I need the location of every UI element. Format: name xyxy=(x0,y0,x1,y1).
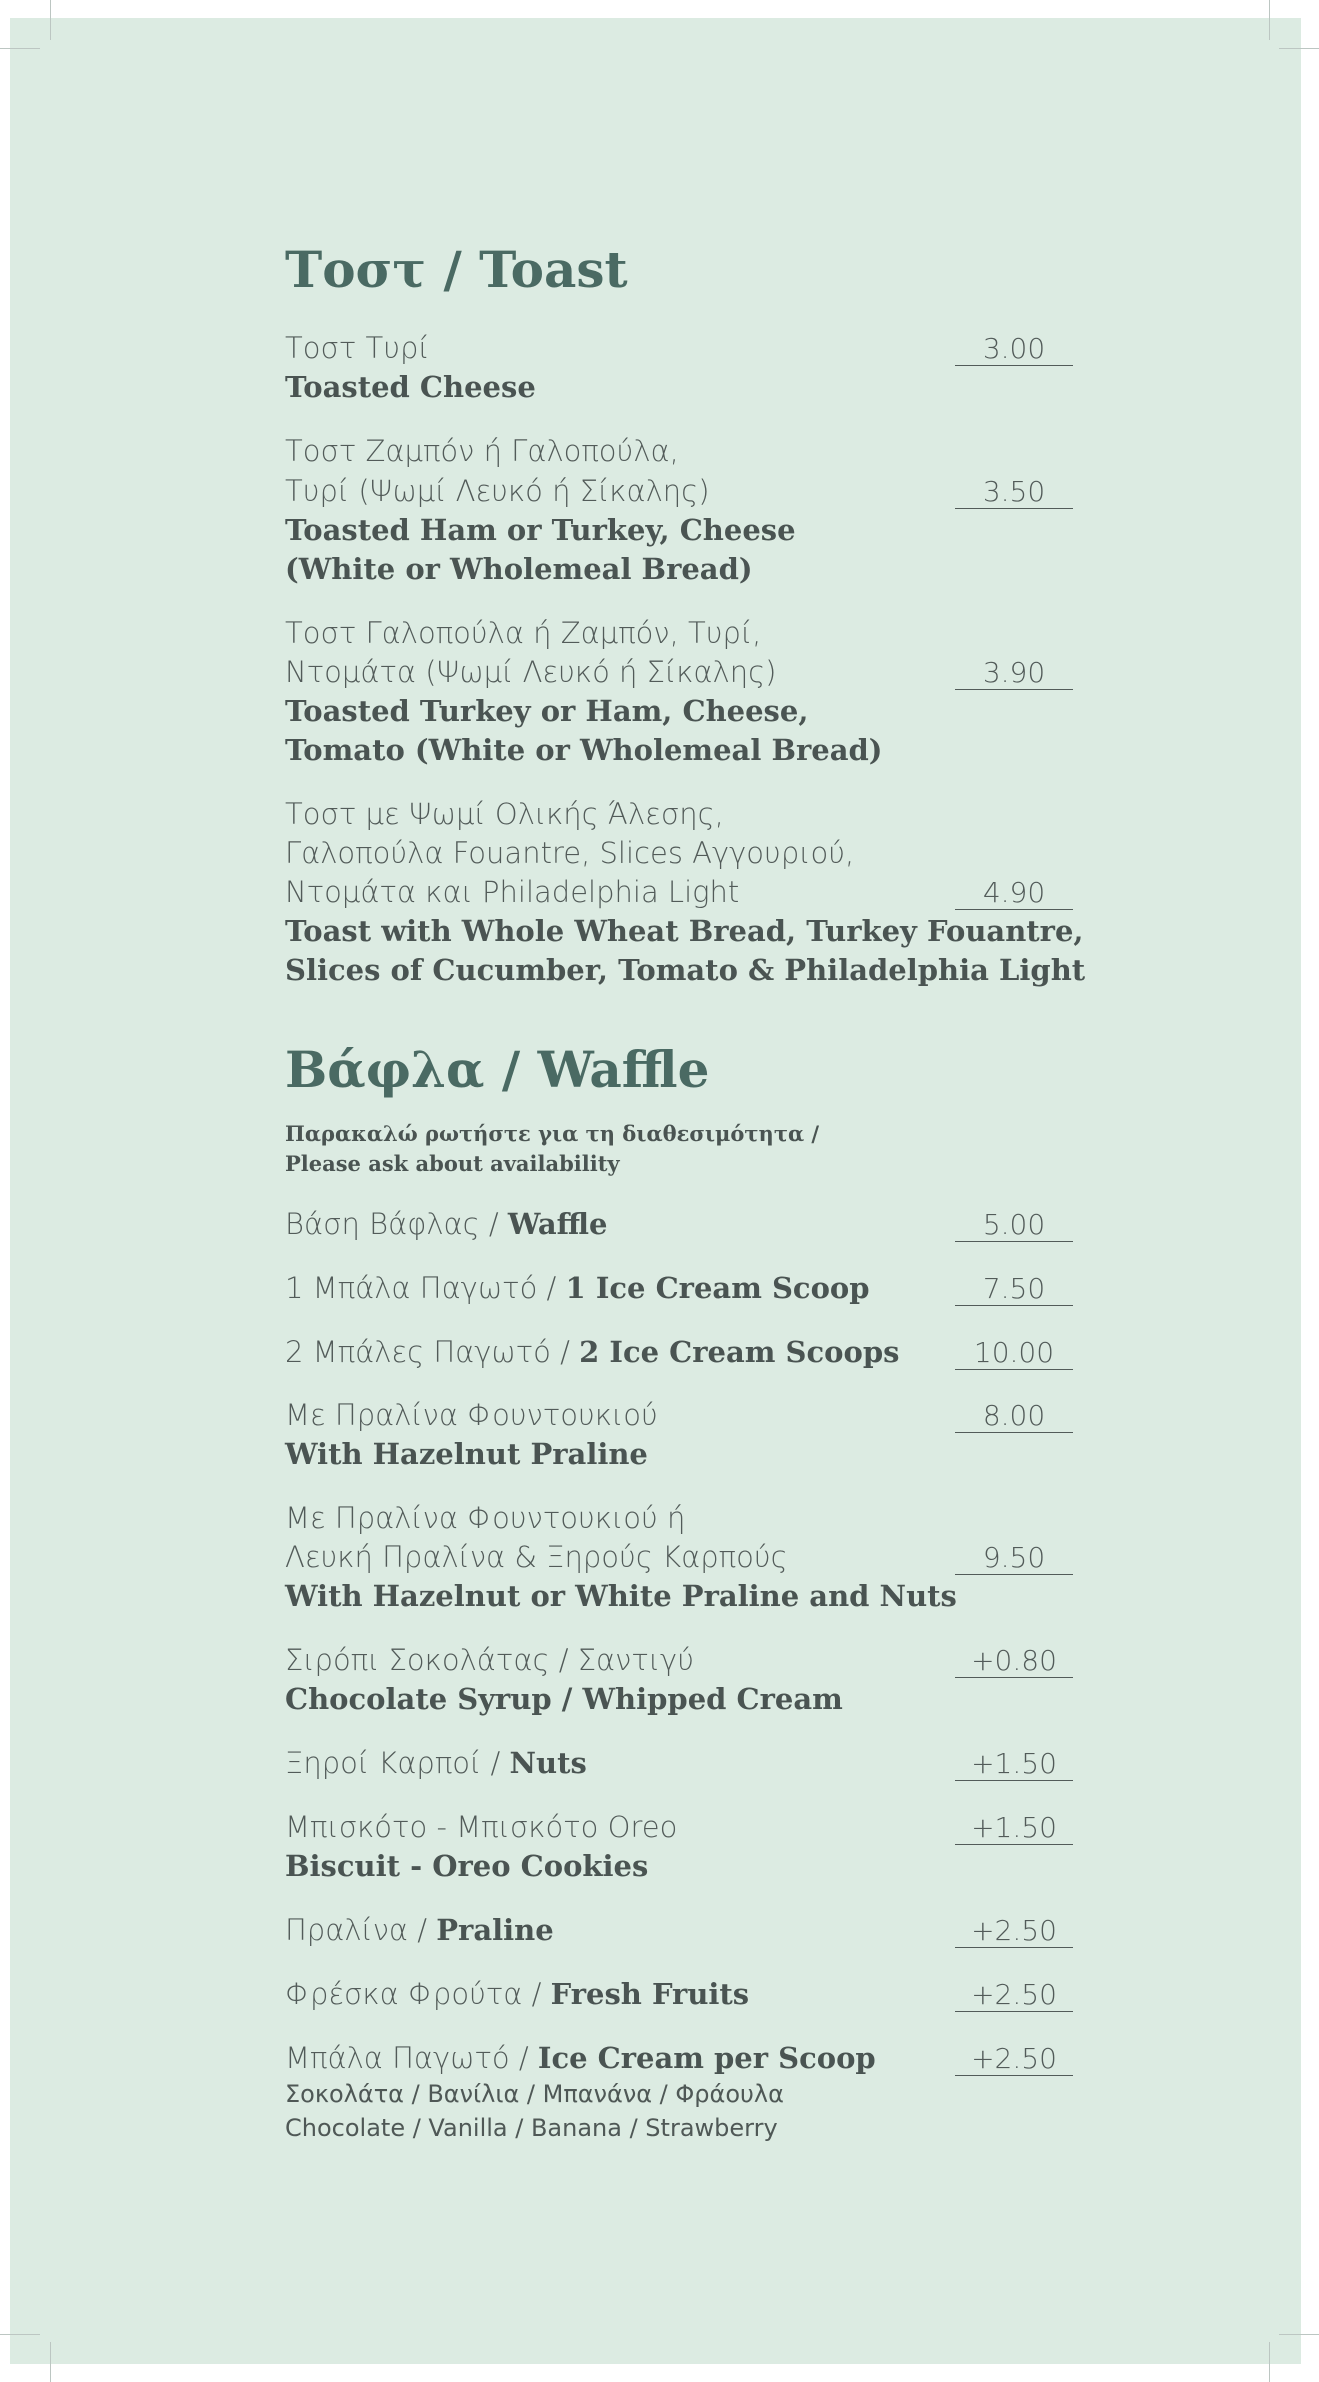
waffle-item-5-greek-line2: Λευκή Πραλίνα & Ξηρούς Καρπούς xyxy=(285,1540,788,1574)
waffle-item-3 xyxy=(285,1335,899,1369)
waffle-item-9-english: Praline xyxy=(436,1913,554,1947)
waffle-item-10 xyxy=(285,1977,749,2011)
toast-item-3-greek-line2: Ντομάτα (Ψωμί Λευκό ή Σίκαλης) xyxy=(285,655,777,689)
crop-mark-bottom-left-h xyxy=(0,2334,40,2335)
waffle-item-4-greek: Με Πραλίνα Φουντουκιού xyxy=(285,1398,658,1432)
waffle-item-8-price: +1.50 xyxy=(955,1812,1073,1845)
toast-item-2-english-line1: Toasted Ham or Turkey, Cheese xyxy=(285,513,796,547)
waffle-item-3-greek: 2 Μπάλες Παγωτό / xyxy=(285,1335,570,1369)
crop-mark-bottom-right-h xyxy=(1279,2334,1319,2335)
waffle-item-6-greek: Σιρόπι Σοκολάτας / Σαντιγύ xyxy=(285,1643,694,1677)
waffle-item-4-english: With Hazelnut Praline xyxy=(285,1437,648,1471)
waffle-item-3-english: 2 Ice Cream Scoops xyxy=(579,1335,900,1369)
toast-section-title: Τοστ / Toast xyxy=(285,240,628,299)
toast-item-2-greek-line2: Τυρί (Ψωμί Λευκό ή Σίκαλης) xyxy=(285,474,710,508)
toast-item-1-price: 3.00 xyxy=(955,333,1073,366)
waffle-item-9-greek: Πραλίνα / xyxy=(285,1913,428,1947)
toast-item-2-english-line2: (White or Wholemeal Bread) xyxy=(285,552,753,586)
crop-mark-bottom-right-v xyxy=(1269,2342,1270,2382)
waffle-item-1 xyxy=(285,1207,608,1241)
waffle-item-10-english: Fresh Fruits xyxy=(550,1977,750,2011)
crop-mark-top-left-v xyxy=(50,0,51,40)
waffle-item-11-english: Ice Cream per Scoop xyxy=(537,2041,876,2075)
toast-item-1-english: Toasted Cheese xyxy=(285,370,536,404)
waffle-item-2-english: 1 Ice Cream Scoop xyxy=(565,1271,870,1305)
waffle-item-9 xyxy=(285,1913,554,1947)
toast-item-3-greek-line1: Τοστ Γαλοπούλα ή Ζαμπόν, Τυρί, xyxy=(285,616,762,650)
waffle-item-6-price: +0.80 xyxy=(955,1645,1073,1678)
toast-item-2-greek-line1: Τοστ Ζαμπόν ή Γαλοπούλα, xyxy=(285,434,679,468)
toast-item-4-english-line1: Toast with Whole Wheat Bread, Turkey Fouantre, xyxy=(285,914,1084,948)
waffle-availability-note-greek: Παρακαλώ ρωτήστε για τη διαθεσιμότητα / xyxy=(285,1121,820,1146)
waffle-item-7-greek: Ξηροί Καρποί / xyxy=(285,1746,501,1780)
toast-item-4-greek-line1: Τοστ με Ψωμί Ολικής Άλεσης, xyxy=(285,797,724,831)
waffle-item-2 xyxy=(285,1271,870,1305)
waffle-availability-note-english: Please ask about availability xyxy=(285,1151,620,1176)
waffle-item-9-price: +2.50 xyxy=(955,1915,1073,1948)
toast-item-3-english-line2: Tomato (White or Wholemeal Bread) xyxy=(285,733,883,767)
waffle-item-11-flavors-greek: Σοκολάτα / Βανίλια / Μπανάνα / Φράουλα xyxy=(285,2080,784,2108)
waffle-item-5-english: With Hazelnut or White Praline and Nuts xyxy=(285,1579,957,1613)
waffle-item-2-greek: 1 Μπάλα Παγωτό / xyxy=(285,1271,557,1305)
toast-item-3-price: 3.90 xyxy=(955,657,1073,690)
waffle-item-11-price: +2.50 xyxy=(955,2043,1073,2076)
waffle-item-7 xyxy=(285,1746,587,1780)
waffle-item-5-greek-line1: Με Πραλίνα Φουντουκιού ή xyxy=(285,1501,686,1535)
waffle-item-11 xyxy=(285,2041,876,2075)
waffle-section-title: Βάφλα / Waffle xyxy=(285,1040,710,1099)
crop-mark-top-right-v xyxy=(1269,0,1270,40)
toast-item-4-english-line2: Slices of Cucumber, Tomato & Philadelphia Light xyxy=(285,953,1086,987)
waffle-item-11-flavors-english: Chocolate / Vanilla / Banana / Strawberry xyxy=(285,2114,778,2142)
crop-mark-top-right-h xyxy=(1279,48,1319,49)
toast-item-3-english-line1: Toasted Turkey or Ham, Cheese, xyxy=(285,694,809,728)
waffle-item-5-price: 9.50 xyxy=(955,1542,1073,1575)
waffle-item-3-price: 10.00 xyxy=(955,1337,1073,1370)
waffle-item-8-english: Biscuit - Oreo Cookies xyxy=(285,1849,649,1883)
crop-mark-bottom-left-v xyxy=(50,2342,51,2382)
waffle-item-8-greek: Μπισκότο - Μπισκότο Oreo xyxy=(285,1810,678,1844)
toast-item-2-price: 3.50 xyxy=(955,476,1073,509)
toast-item-4-greek-line2: Γαλοπούλα Fouantre, Slices Αγγουριού, xyxy=(285,836,855,870)
toast-item-4-price: 4.90 xyxy=(955,877,1073,910)
waffle-item-6-english: Chocolate Syrup / Whipped Cream xyxy=(285,1682,843,1716)
waffle-item-1-english: Waffle xyxy=(507,1207,608,1241)
waffle-item-1-price: 5.00 xyxy=(955,1209,1073,1242)
waffle-item-2-price: 7.50 xyxy=(955,1273,1073,1306)
waffle-item-4-price: 8.00 xyxy=(955,1400,1073,1433)
waffle-item-7-english: Nuts xyxy=(509,1746,587,1780)
waffle-item-10-price: +2.50 xyxy=(955,1979,1073,2012)
waffle-item-7-price: +1.50 xyxy=(955,1748,1073,1781)
toast-item-4-greek-line3: Ντομάτα και Philadelphia Light xyxy=(285,875,740,909)
crop-mark-top-left-h xyxy=(0,48,40,49)
menu-page-background xyxy=(10,18,1301,2364)
waffle-item-10-greek: Φρέσκα Φρούτα / xyxy=(285,1977,542,2011)
toast-item-1-greek: Τοστ Τυρί xyxy=(285,331,430,365)
waffle-item-1-greek: Βάση Βάφλας / xyxy=(285,1207,499,1241)
waffle-item-11-greek: Μπάλα Παγωτό / xyxy=(285,2041,529,2075)
